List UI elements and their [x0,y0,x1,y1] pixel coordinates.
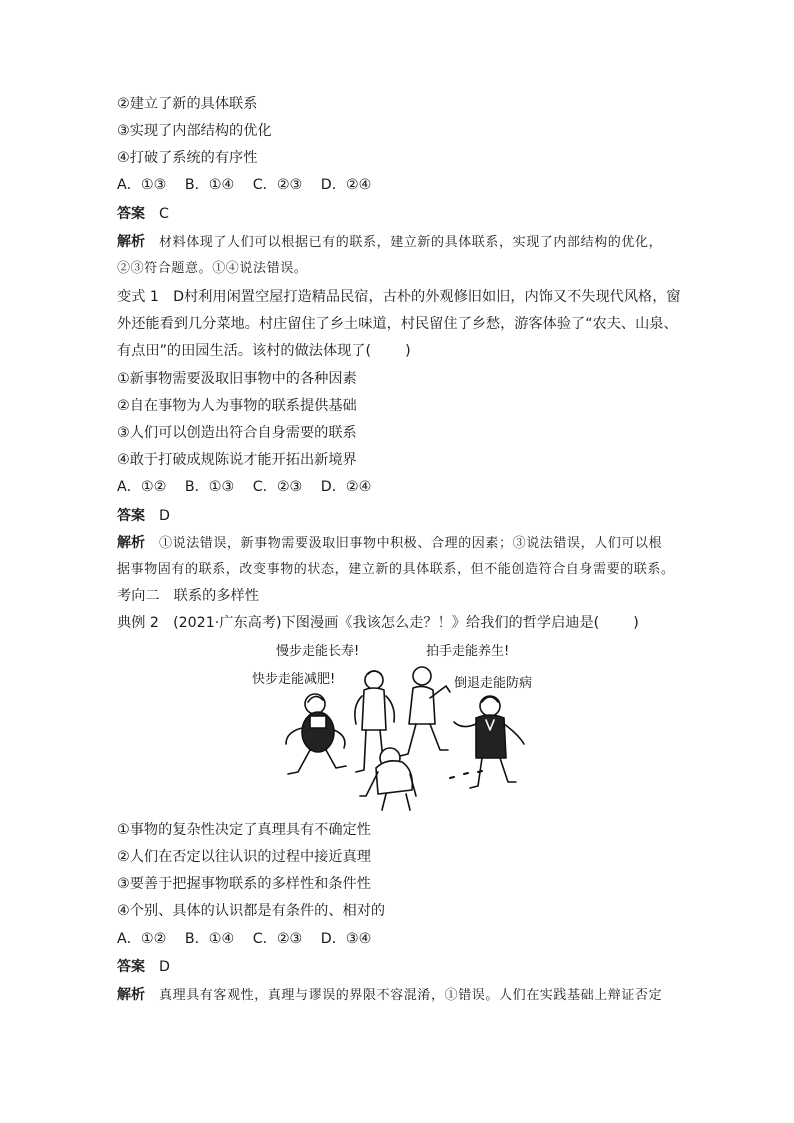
choice-a: A．①② [117,931,167,947]
option-1: ①事物的复杂性决定了真理具有不确定性 [117,822,371,838]
choice-a: A．①② [117,479,167,495]
option-3: ③人们可以创造出符合自身需要的联系 [117,425,357,441]
option-4: ④敢于打破成规陈说才能开拓出新境界 [117,452,357,468]
caption-slow: 慢步走能长寿! [276,644,360,659]
analysis-line: ②③符合题意。①④说法错误。 [117,261,308,276]
question-stem [117,341,411,361]
answer-choices [117,175,385,195]
choice-d: D．②④ [320,479,372,495]
analysis-line [117,232,662,253]
choice-c: C．②③ [252,479,303,495]
option-1: ①新事物需要汲取旧事物中的各种因素 [117,371,357,387]
answer-line [117,204,169,224]
analysis-text: 真理具有客观性，真理与谬误的界限不容混淆，①错误。人们在实践基础上辩证否定 [159,988,663,1003]
answer-line [117,506,170,526]
section-title: 考向二 联系的多样性 [117,588,259,604]
stem-paren-close: ) [405,343,411,359]
analysis-label: 解析 [117,234,145,250]
choice-c: C．②③ [252,177,303,193]
choice-c: C．②③ [252,931,303,947]
option-3: ③实现了内部结构的优化 [117,123,272,139]
analysis-label: 解析 [117,535,145,551]
stem-paren-close: ) [633,615,639,631]
answer-label: 答案 [117,508,145,524]
clap-walker-figure [400,667,450,756]
cartoon-illustration [250,640,550,812]
analysis-line: 据事物固有的联系，改变事物的状态，建立新的具体联系，但不能创造符合自身需要的联系。 [117,562,675,577]
choice-d: D．②④ [320,177,372,193]
answer-label: 答案 [117,959,145,975]
analysis-text: ①说法错误，新事物需要汲取旧事物中积极、合理的因素；③说法错误，人们可以根 [159,536,663,551]
analysis-label: 解析 [117,987,145,1003]
choice-b: B．①③ [184,479,235,495]
option-2: ②自在事物为人为事物的联系提供基础 [117,398,357,414]
answer-choices [117,929,385,949]
caption-clap: 拍手走能养生! [426,644,510,659]
question-stem [117,613,639,633]
option-4: ④打破了系统的有序性 [117,150,258,166]
answer-value: C [159,206,169,222]
choice-b: B．①④ [184,931,235,947]
option-2: ②建立了新的具体联系 [117,96,258,112]
option-2: ②人们在否定以往认识的过程中接近真理 [117,849,371,865]
analysis-line [117,533,662,554]
option-4: ④个别、具体的认识都是有条件的、相对的 [117,903,386,919]
cartoon-drawing [250,640,550,812]
choice-d: D．③④ [320,931,372,947]
answer-line [117,957,170,977]
choice-b: B．①④ [184,177,235,193]
fast-walker-figure [286,694,346,774]
question-stem: 外还能看到几分菜地。村庄留住了乡土味道，村民留住了乡愁，游客体验了“农夫、山泉、 [117,316,678,332]
option-3: ③要善于把握事物联系的多样性和条件性 [117,876,371,892]
answer-choices [117,477,385,497]
footprints-icon [450,771,482,778]
bent-over-figure [360,748,416,810]
caption-back: 倒退走能防病 [454,676,533,691]
analysis-line [117,985,662,1006]
question-stem: 变式 1 D村利用闲置空屋打造精品民宿，古朴的外观修旧如旧，内饰又不失现代风格，窗 [117,289,681,305]
answer-value: D [159,508,170,524]
stem-text: 下图漫画《我该怎么走？！》给我们的哲学启迪是( [281,615,600,631]
stem-text: 有点田”的田园生活。该村的做法体现了( [117,343,372,359]
answer-value: D [159,959,170,975]
answer-label: 答案 [117,206,145,222]
caption-fast: 快步走能减肥! [252,672,336,687]
analysis-text: 材料体现了人们可以根据已有的联系，建立新的具体联系，实现了内部结构的优化， [159,235,663,250]
stem-source: 典例 2 (2021·广东高考) [117,615,282,631]
choice-a: A．①③ [117,177,167,193]
